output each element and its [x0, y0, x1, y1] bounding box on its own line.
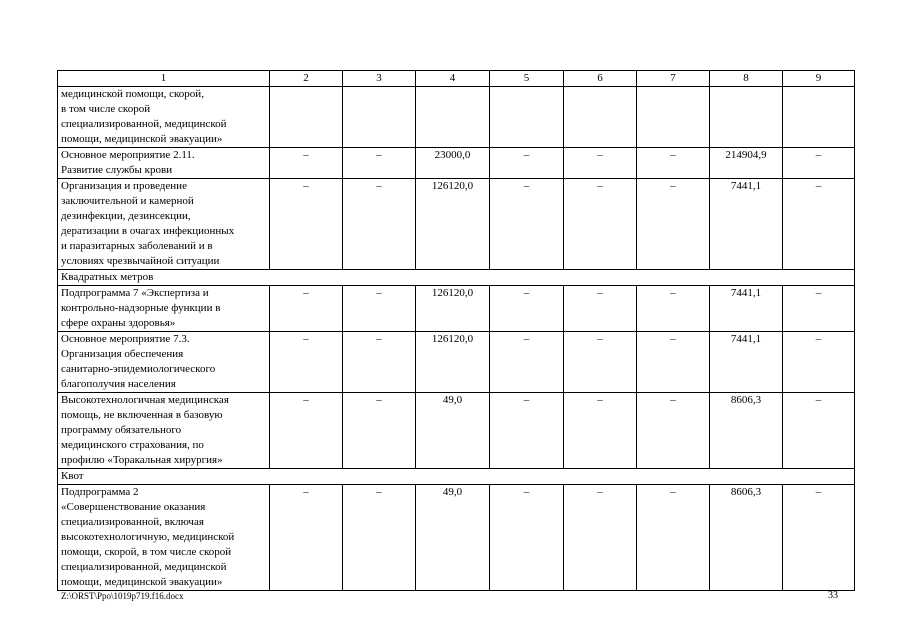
value-cell: – [343, 393, 416, 469]
value-cell: – [637, 332, 710, 393]
row-label-cell: Основное мероприятие 7.3. Организация обеспечения санитарно-эпидемиологического благополучия населения [58, 332, 270, 393]
value-cell: – [783, 148, 855, 179]
value-cell: – [490, 332, 564, 393]
row-label-cell: Организация и проведение заключительной и камерной дезинфекции, дезинсекции, дератизации в очагах инфекционных и паразитарных заболеваний и в условиях чрезвычайной ситуации [58, 179, 270, 270]
value-cell: – [783, 286, 855, 332]
value-cell: 7441,1 [710, 286, 783, 332]
table-row [58, 179, 855, 270]
value-cell: – [490, 286, 564, 332]
value-cell: 8606,3 [710, 485, 783, 591]
row-label-cell: Высокотехнологичная медицинская помощь, не включенная в базовую программу обязательного медицинского страхования, по профилю «Торакальная хирургия» [58, 393, 270, 469]
value-cell: – [490, 393, 564, 469]
row-label-cell: медицинской помощи, скорой, в том числе скорой специализированной, медицинской помощи, медицинской эвакуации» [58, 87, 270, 148]
value-cell: – [490, 485, 564, 591]
value-cell: – [270, 148, 343, 179]
value-cell: – [637, 286, 710, 332]
value-cell: 126120,0 [416, 286, 490, 332]
value-cell: – [783, 393, 855, 469]
value-cell: – [637, 485, 710, 591]
value-cell: 126120,0 [416, 332, 490, 393]
value-cell: – [637, 148, 710, 179]
column-number-cell: 8 [710, 71, 783, 87]
value-cell [490, 87, 564, 148]
value-cell: – [564, 393, 637, 469]
value-cell: – [564, 179, 637, 270]
value-cell: – [564, 485, 637, 591]
value-cell: – [343, 332, 416, 393]
page-number: 33 [828, 590, 838, 601]
row-label-cell: Основное мероприятие 2.11. Развитие службы крови [58, 148, 270, 179]
value-cell: 8606,3 [710, 393, 783, 469]
value-cell: – [270, 332, 343, 393]
column-number-cell: 1 [58, 71, 270, 87]
value-cell: – [490, 179, 564, 270]
column-number-cell: 5 [490, 71, 564, 87]
value-cell: 7441,1 [710, 179, 783, 270]
value-cell: – [783, 485, 855, 591]
value-cell [564, 87, 637, 148]
value-cell [783, 87, 855, 148]
unit-row [58, 270, 855, 286]
table-row [58, 286, 855, 332]
value-cell: – [564, 332, 637, 393]
column-number-cell: 3 [343, 71, 416, 87]
value-cell: – [270, 286, 343, 332]
value-cell: 49,0 [416, 485, 490, 591]
value-cell: – [270, 393, 343, 469]
value-cell [710, 87, 783, 148]
value-cell: – [564, 148, 637, 179]
column-number-row [58, 71, 855, 87]
value-cell: – [270, 179, 343, 270]
value-cell: – [783, 179, 855, 270]
table-row [58, 485, 855, 591]
row-label-cell: Подпрограмма 7 «Экспертиза и контрольно-надзорные функции в сфере охраны здоровья» [58, 286, 270, 332]
column-number-cell: 7 [637, 71, 710, 87]
table-row [58, 393, 855, 469]
column-number-cell: 4 [416, 71, 490, 87]
budget-table [57, 70, 855, 591]
value-cell: – [343, 286, 416, 332]
value-cell: – [637, 179, 710, 270]
value-cell: – [783, 332, 855, 393]
value-cell: – [490, 148, 564, 179]
table-body [58, 71, 855, 591]
value-cell [416, 87, 490, 148]
value-cell [343, 87, 416, 148]
value-cell: 7441,1 [710, 332, 783, 393]
unit-label: Квот [58, 469, 855, 485]
value-cell: – [270, 485, 343, 591]
table-row [58, 148, 855, 179]
value-cell: – [343, 179, 416, 270]
column-number-cell: 9 [783, 71, 855, 87]
column-number-cell: 6 [564, 71, 637, 87]
value-cell: – [343, 148, 416, 179]
unit-label: Квадратных метров [58, 270, 855, 286]
value-cell: 49,0 [416, 393, 490, 469]
value-cell: 214904,9 [710, 148, 783, 179]
column-number-cell: 2 [270, 71, 343, 87]
value-cell: – [637, 393, 710, 469]
table-row [58, 332, 855, 393]
value-cell: 23000,0 [416, 148, 490, 179]
file-path: Z:\ORST\Ppo\1019p719.f16.docx [61, 591, 184, 601]
value-cell: 126120,0 [416, 179, 490, 270]
row-label-cell: Подпрограмма 2 «Совершенствование оказания специализированной, включая высокотехнологичную, медицинской помощи, скорой, в том числе скорой специализированной, медицинской помощи, медицинской эвакуации» [58, 485, 270, 591]
value-cell [270, 87, 343, 148]
value-cell: – [564, 286, 637, 332]
value-cell [637, 87, 710, 148]
value-cell: – [343, 485, 416, 591]
unit-row [58, 469, 855, 485]
table-row [58, 87, 855, 148]
